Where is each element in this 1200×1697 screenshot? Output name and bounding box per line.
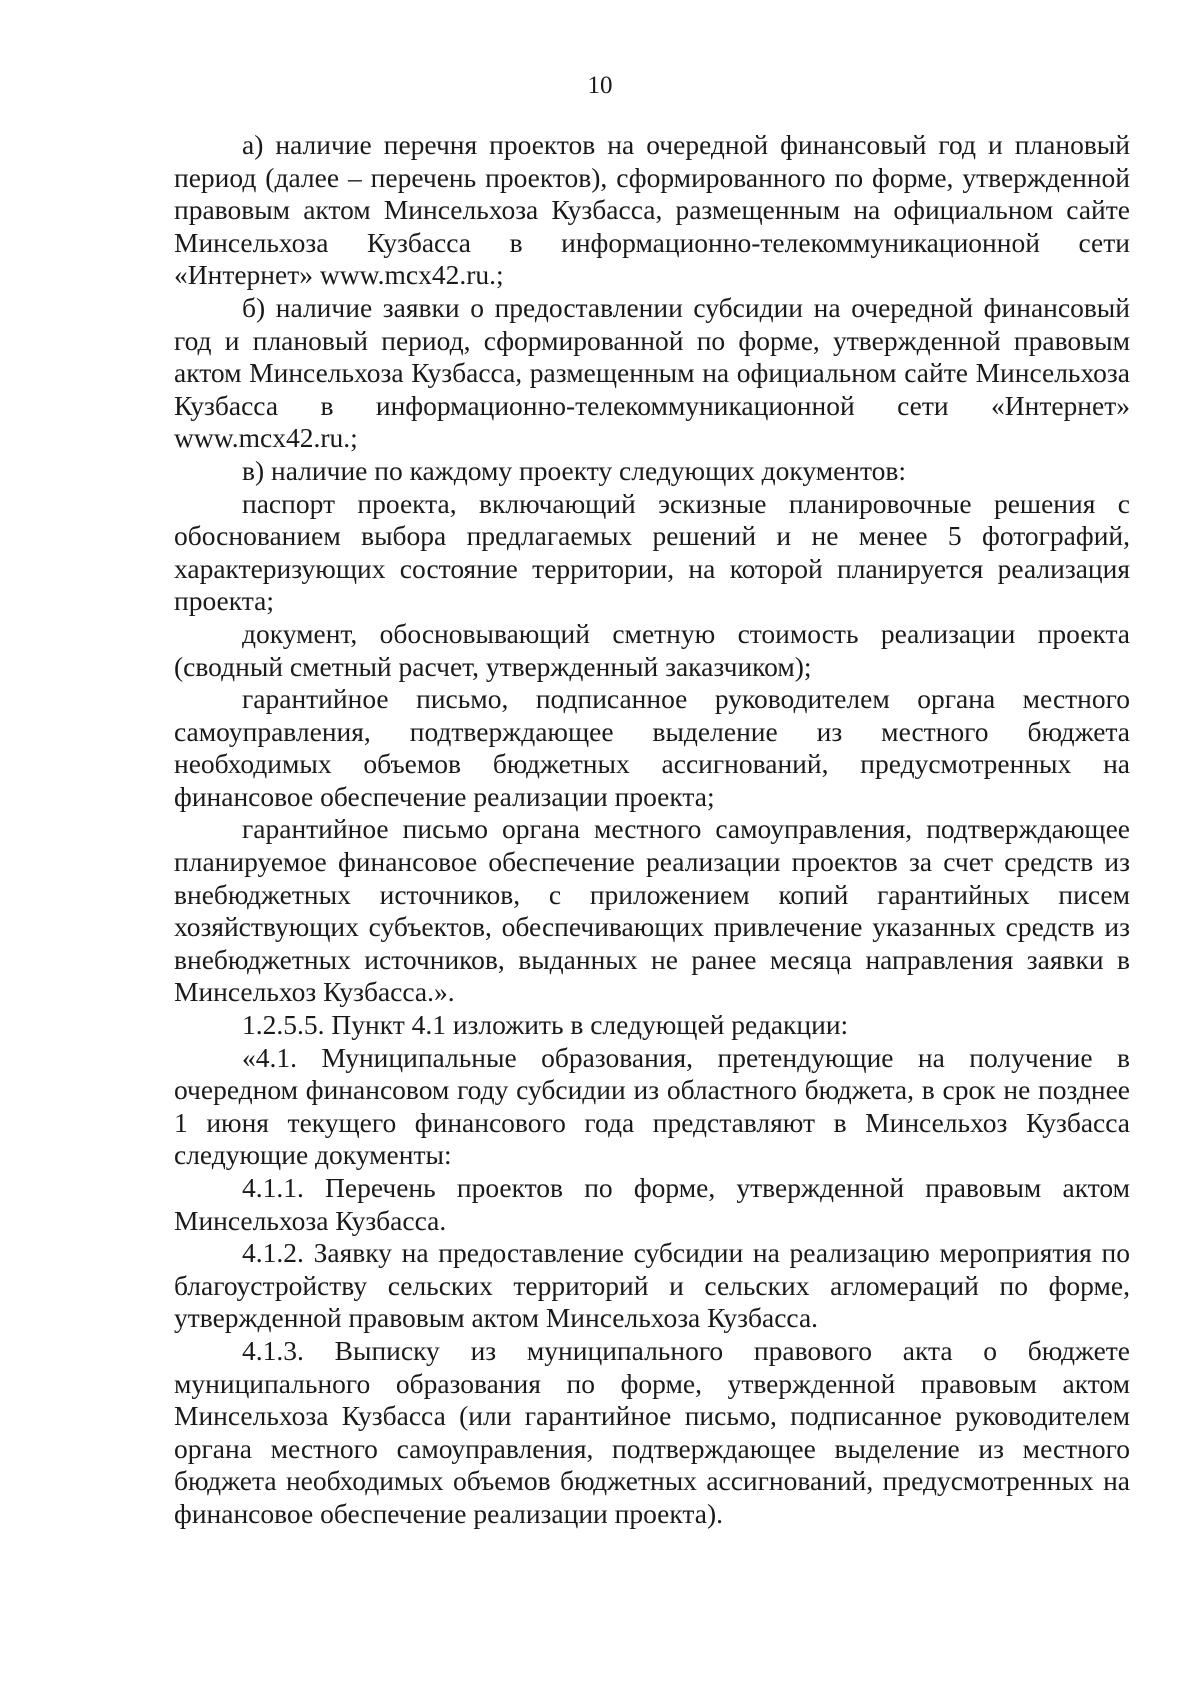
paragraph-a-project-list: а) наличие перечня проектов на очередной финансовый год и плановый период (далее – перечень проектов), сформированного по форме, утвержденной правовым актом Минсельхоза Кузбасса, размещенным на официальном сайте Минсельхоза Кузбасса в информационно-телекоммуникационной сети «Интернет» www.mcx42.ru.; (174, 129, 1130, 291)
paragraph-item-4-1: «4.1. Муниципальные образования, претендующие на получение в очередном финансовом году субсидии из областного бюджета, в срок не позднее 1 июня текущего финансового года представляют в Минсельхоз Кузбасса следующие документы: (174, 1041, 1130, 1171)
paragraph-item-1-2-5-5: 1.2.5.5. Пункт 4.1 изложить в следующей редакции: (242, 1009, 849, 1041)
paragraph-v-documents-intro: в) наличие по каждому проекту следующих документов: (242, 454, 907, 486)
paragraph-cost-document: документ, обосновывающий сметную стоимость реализации проекта (сводный сметный расчет, утвержденный заказчиком); (174, 617, 1130, 682)
paragraph-guarantee-letter-budget: гарантийное письмо, подписанное руководителем органа местного самоуправления, подтверждающее выделение из местного бюджета необходимых объемов бюджетных ассигнований, предусмотренных на финансовое обеспечение реализации проекта; (174, 683, 1130, 812)
paragraph-b-subsidy-application: б) наличие заявки о предоставлении субсидии на очередной финансовый год и плановый период, сформированной по форме, утвержденной правовым актом Минсельхоза Кузбасса, размещенным на официальном сайте Минсельхоза Кузбасса в информационно-телекоммуникационной сети «Интернет» www.mcx42.ru.; (174, 291, 1130, 454)
paragraph-item-4-1-1: 4.1.1. Перечень проектов по форме, утвержденной правовым актом Минсельхоза Кузбасса. (174, 1172, 1130, 1236)
page-number: 10 (587, 72, 613, 99)
paragraph-guarantee-letter-extrabudget: гарантийное письмо органа местного самоуправления, подтверждающее планируемое финансовое обеспечение реализации проектов за счет средств из внебюджетных источников, с приложением копий гарантийных писем хозяйствующих субъектов, обеспечивающих привлечение указанных средств из внебюджетных источников, выданных не ранее месяца направления заявки в Минсельхоз Кузбасса.». (174, 813, 1130, 1008)
paragraph-project-passport: паспорт проекта, включающий эскизные планировочные решения с обоснованием выбора предлагаемых решений и не менее 5 фотографий, характеризующих состояние территории, на которой планируется реализация проекта; (174, 487, 1130, 617)
document-body (174, 129, 1130, 1531)
paragraph-item-4-1-3: 4.1.3. Выписку из муниципального правового акта о бюджете муниципального образования по форме, утвержденной правовым актом Минсельхоза Кузбасса (или гарантийное письмо, подписанное руководителем органа местного самоуправления, подтверждающее выделение из местного бюджета необходимых объемов бюджетных ассигнований, предусмотренных на финансовое обеспечение реализации проекта). (174, 1334, 1130, 1529)
paragraph-item-4-1-2: 4.1.2. Заявку на предоставление субсидии на реализацию мероприятия по благоустройству сельских территорий и сельских агломераций по форме, утвержденной правовым актом Минсельхоза Кузбасса. (174, 1237, 1130, 1334)
